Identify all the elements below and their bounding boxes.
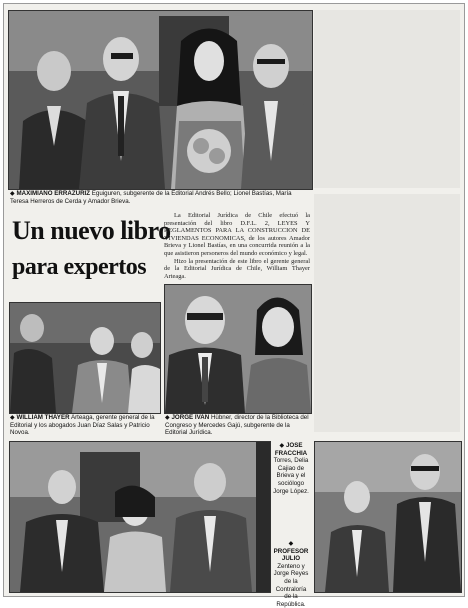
caption-bottom-right: ◆ PROFESOR JULIO Zenteno y Jorge Reyes de la Contraloría de la República. bbox=[273, 540, 309, 608]
headline-line-1: Un nuevo libro bbox=[12, 216, 171, 245]
caption-top-name: MAXIMIANO ERRAZURIZ bbox=[16, 190, 91, 197]
photo-bottom-left bbox=[9, 441, 271, 593]
caption-bottom-center: ◆ JOSE FRACCHIA Torres, Delia Cajiao de Brieva y el sociólogo Jorge López. bbox=[273, 442, 309, 495]
article-body bbox=[164, 212, 310, 280]
article-paragraph-2: Hizo la presentación de este libro el gerente general de la Editorial Jurídica de Chile, William Thayer Arteaga. bbox=[164, 257, 310, 280]
caption-middle-right: ◆ JORGE IVAN Hübner, director de la Biblioteca del Congreso y Mercedes Gajú, subgerente de la Editorial Jurídica. bbox=[165, 414, 309, 437]
caption-bottom-center-text: Torres, Delia Cajiao de Brieva y el sociólogo Jorge López. bbox=[273, 457, 309, 495]
caption-middle-right-name: JORGE IVAN bbox=[171, 414, 210, 421]
caption-middle-left-name: WILLIAM THAYER bbox=[16, 414, 70, 421]
photo-bottom-right-image bbox=[315, 442, 461, 592]
photo-middle-left bbox=[9, 302, 161, 414]
photo-top-image bbox=[9, 11, 312, 189]
newspaper-clipping bbox=[3, 3, 465, 608]
photo-bottom-right bbox=[314, 441, 462, 593]
caption-bottom-right-text: Zenteno y Jorge Reyes de la Contraloría de la República. bbox=[273, 562, 309, 608]
caption-top-text: Eguiguren, subgerente de la Editorial Andrés Bello; Lionel Bastías, María Teresa Herreros de Cerda y Amador Brieva. bbox=[10, 190, 292, 205]
photo-bottom-left-image bbox=[10, 442, 270, 592]
headline-line-2: para expertos bbox=[12, 254, 147, 280]
photo-middle-right bbox=[164, 284, 312, 414]
photo-middle-right-image bbox=[165, 285, 311, 413]
top-right-blank bbox=[314, 10, 460, 188]
caption-bottom-right-name: PROFESOR JULIO bbox=[273, 547, 309, 563]
photo-top-group bbox=[8, 10, 313, 190]
caption-middle-left-text: Arteaga, gerente general de la Editorial y los abogados Juan Díaz Salas y Patricio Novoa. bbox=[10, 414, 155, 437]
caption-middle-right-text: Hübner, director de la Biblioteca del Congreso y Mercedes Gajú, subgerente de la Editorial Jurídica. bbox=[165, 414, 309, 437]
caption-bottom-center-name: JOSE FRACCHIA bbox=[274, 442, 308, 457]
article-paragraph-1: La Editorial Jurídica de Chile efectuó la presentación del libro D.F.L. 2, LEYES Y REGLAMENTOS PARA LA CONSTRUCCION DE VIVIENDAS ECONOMICAS, de los autores Amador Brieva y Lionel Bastías, en una concurrida reunión a la que asistieron personeros del mundo económico y legal. bbox=[164, 212, 310, 257]
middle-right-blank bbox=[314, 194, 460, 432]
photo-middle-left-image bbox=[10, 303, 160, 413]
caption-middle-left: ◆ WILLIAM THAYER Arteaga, gerente general de la Editorial y los abogados Juan Díaz Salas y Patricio Novoa. bbox=[10, 414, 155, 437]
caption-top: ◆ MAXIMIANO ERRAZURIZ Eguiguren, subgerente de la Editorial Andrés Bello; Lionel Bastías, María Teresa Herreros de Cerda y Amador Brieva. bbox=[10, 190, 292, 205]
